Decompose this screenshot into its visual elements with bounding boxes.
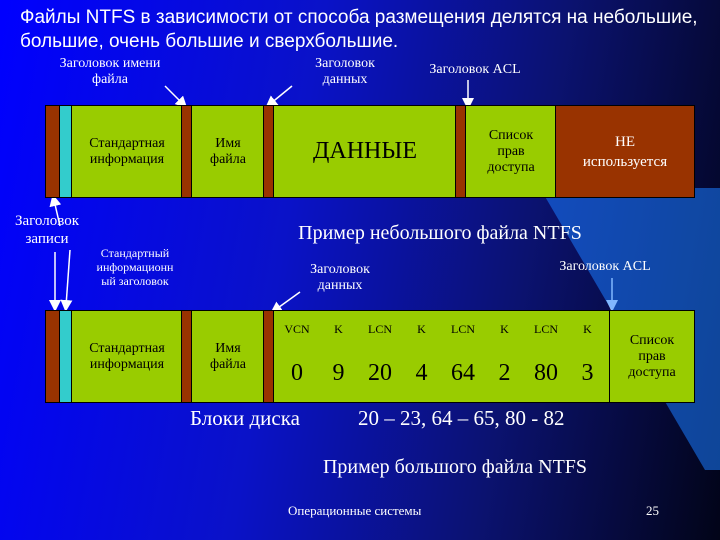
- data-label: ДАННЫЕ: [313, 138, 417, 164]
- arrow-middle-data-header: [275, 292, 300, 310]
- data-header-label: Заголовок данных: [315, 56, 375, 87]
- run-header-2: LCN: [368, 322, 392, 336]
- slide-title: Файлы NTFS в зависимости от способа размещения делятся на небольшие, большие, очень большие и сверхбольшие.: [20, 7, 698, 52]
- run-header-7: K: [583, 322, 592, 336]
- disk-blocks-value: 20 – 23, 64 – 65, 80 - 82: [358, 406, 565, 430]
- run-value-4: 64: [451, 360, 475, 386]
- middle-data-header-label: Заголовок данных: [310, 262, 370, 293]
- run-header-6: LCN: [534, 322, 558, 336]
- run-header-3: K: [417, 322, 426, 336]
- acl-header-label: Заголовок ACL: [429, 62, 521, 77]
- small-file-caption: Пример небольшого файла NTFS: [298, 222, 582, 244]
- run-header-4: LCN: [451, 322, 475, 336]
- run-value-0: 0: [291, 360, 303, 386]
- arrow-filename-header: [165, 86, 183, 104]
- run-header-5: K: [500, 322, 509, 336]
- filename-label: Имя файла: [210, 340, 246, 372]
- large-file-record: [45, 310, 695, 403]
- footer-course: Операционные системы: [288, 503, 422, 518]
- acl-list-label: Список прав доступа: [628, 332, 676, 380]
- std-info-label: Стандартная информация: [89, 135, 165, 167]
- filename-label: Имя файла: [210, 135, 246, 167]
- std-info-label: Стандартная информация: [89, 340, 165, 372]
- run-value-2: 20: [368, 360, 392, 386]
- middle-acl-header-label: Заголовок ACL: [559, 259, 651, 274]
- run-value-7: 3: [581, 360, 594, 386]
- run-value-6: 80: [534, 360, 558, 386]
- run-header-0: VCN: [284, 322, 310, 336]
- footer-page-number: 25: [646, 503, 659, 518]
- unused-label: НЕ используется: [582, 133, 668, 170]
- small-file-record: [45, 105, 695, 198]
- record-header-label: Заголовок записи: [14, 213, 79, 247]
- run-value-5: 2: [498, 360, 511, 386]
- run-value-1: 9: [332, 360, 345, 386]
- filename-header-label: Заголовок имени файла: [59, 56, 161, 87]
- run-value-3: 4: [415, 360, 428, 386]
- arrow-data-header: [270, 86, 292, 104]
- run-header-1: K: [334, 322, 343, 336]
- large-file-caption: Пример большого файла NTFS: [322, 456, 588, 478]
- std-header-label: Стандартный информационн ый заголовок: [96, 246, 174, 288]
- arrow-std-header: [66, 250, 70, 306]
- disk-blocks-label: Блоки диска: [190, 406, 300, 430]
- acl-list-label: Список прав доступа: [487, 127, 535, 175]
